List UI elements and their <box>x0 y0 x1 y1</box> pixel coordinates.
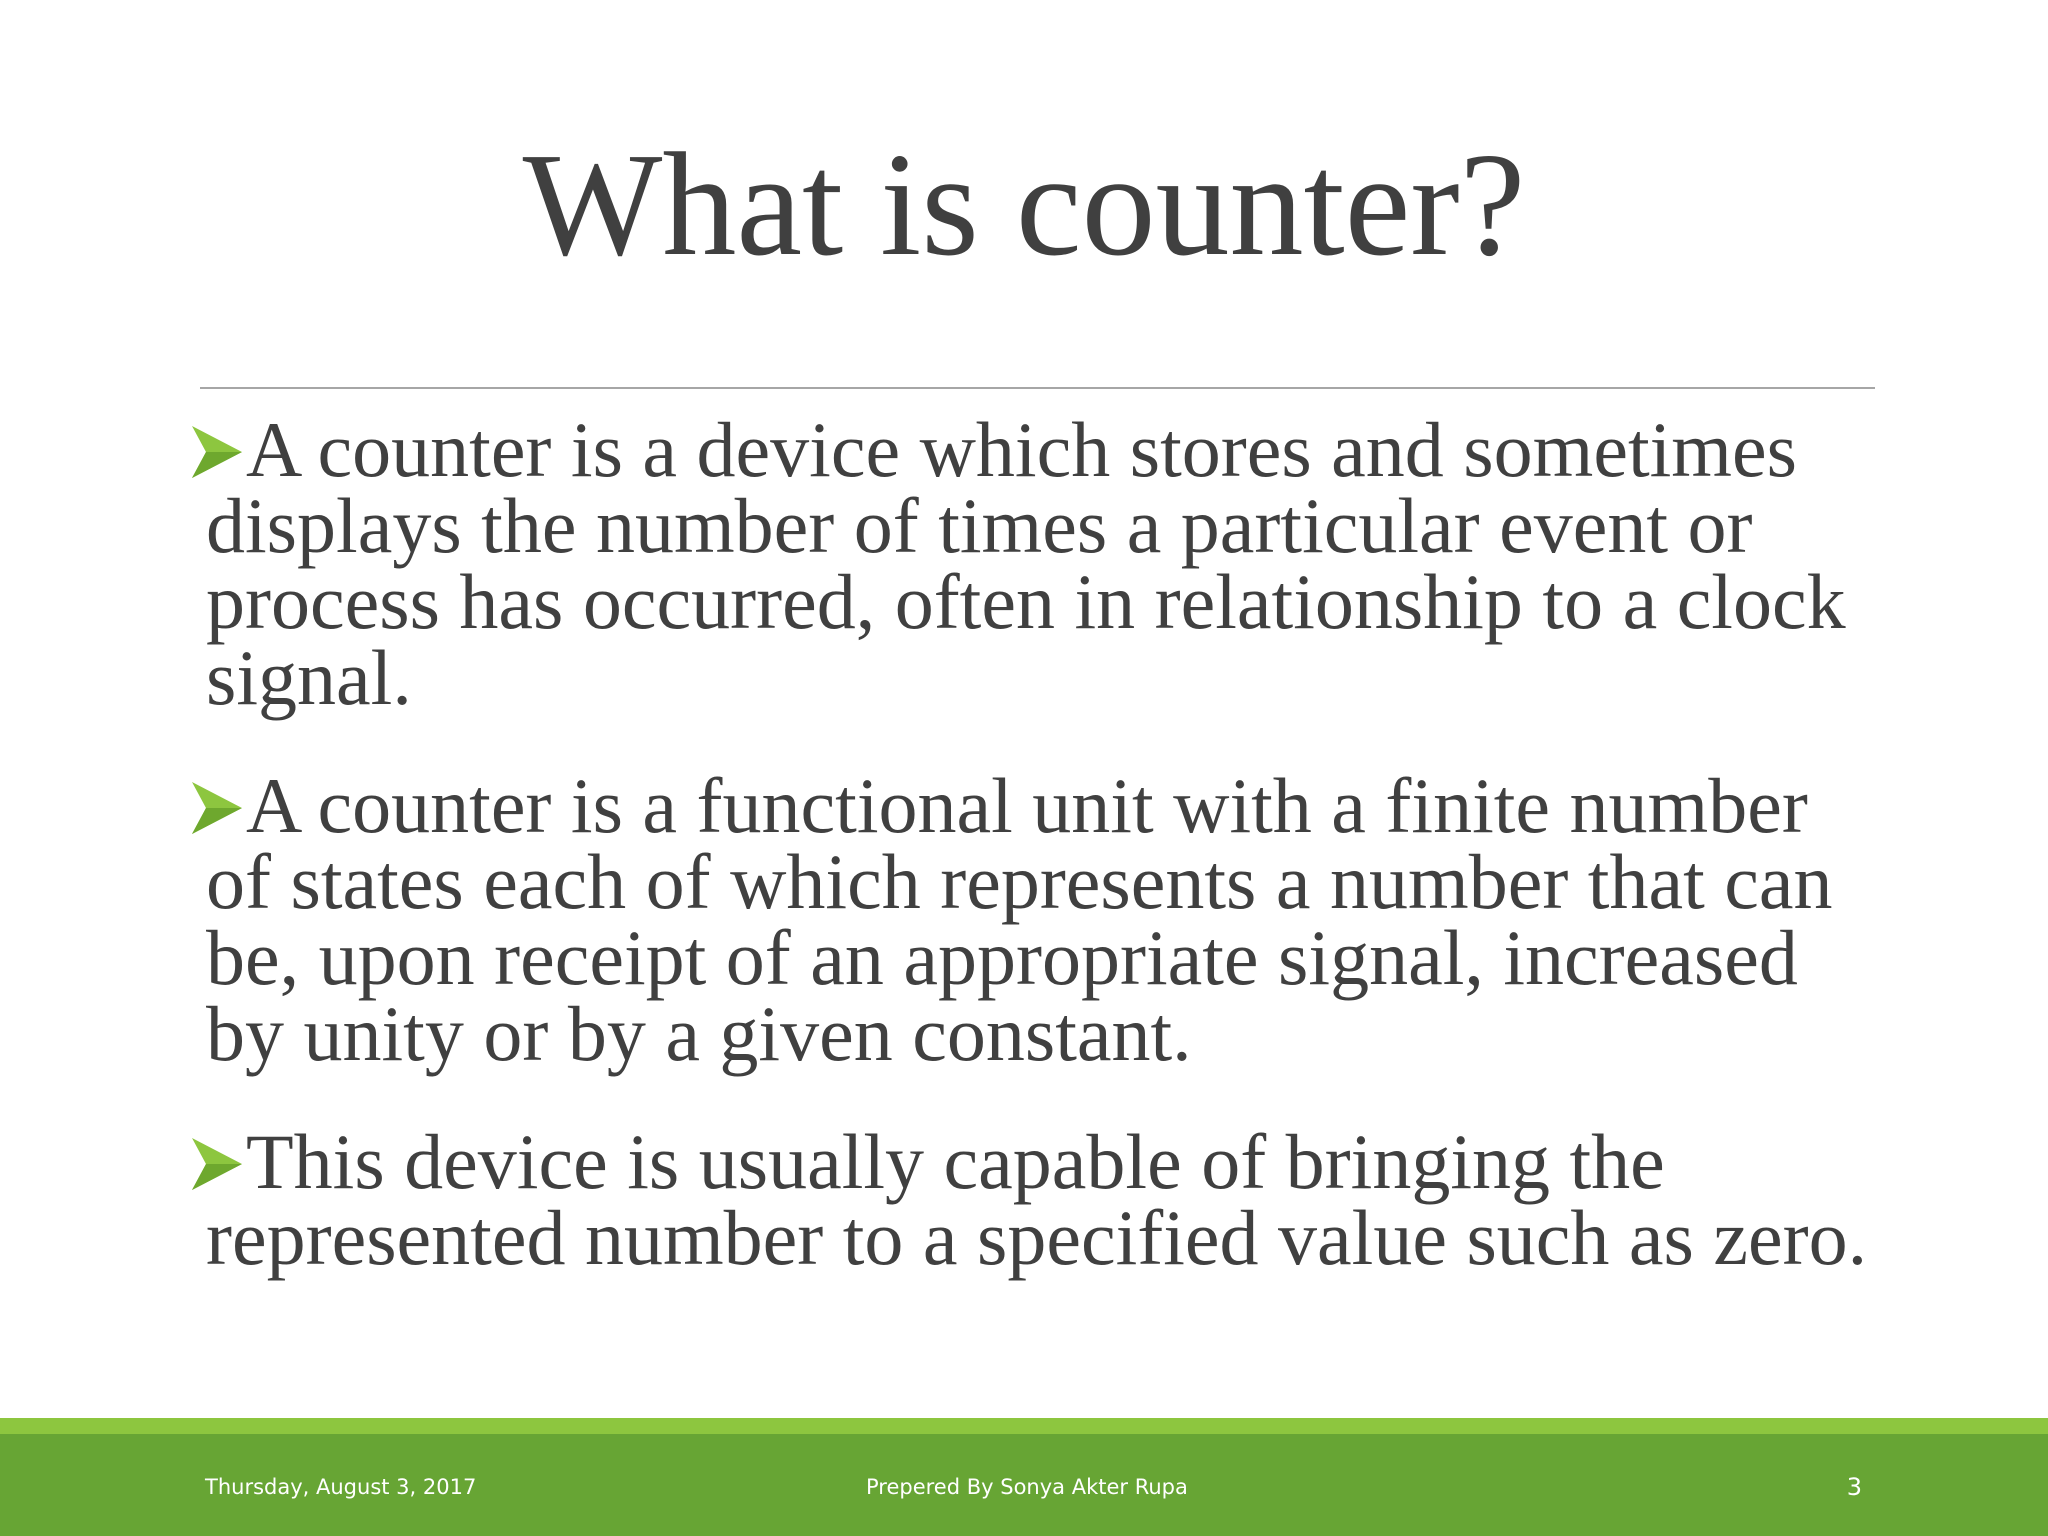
title-divider <box>200 387 1875 389</box>
footer-date: Thursday, August 3, 2017 <box>205 1475 477 1499</box>
footer-author: Prepered By Sonya Akter Rupa <box>866 1475 1188 1499</box>
footer-accent-bar <box>0 1418 2048 1434</box>
bullet-list <box>190 406 1890 1328</box>
bullet-item-2 <box>190 762 1890 1077</box>
bullet-text: A counter is a device which stores and sometimes displays the number of times a particular event or process has occurred, often in relationship to a clock signal. <box>206 406 1846 721</box>
bullet-item-1 <box>190 406 1890 721</box>
arrow-bullet-icon <box>190 1134 244 1194</box>
footer-page-number: 3 <box>1846 1473 1862 1501</box>
arrow-bullet-icon <box>190 422 244 482</box>
bullet-item-3 <box>190 1118 1890 1281</box>
bullet-text: This device is usually capable of bringing the represented number to a specified value such as zero. <box>206 1118 1868 1281</box>
bullet-text: A counter is a functional unit with a finite number of states each of which represents a number that can be, upon receipt of an appropriate signal, increased by unity or by a given constant. <box>206 762 1833 1077</box>
arrow-bullet-icon <box>190 778 244 838</box>
slide-title: What is counter? <box>522 123 1526 287</box>
